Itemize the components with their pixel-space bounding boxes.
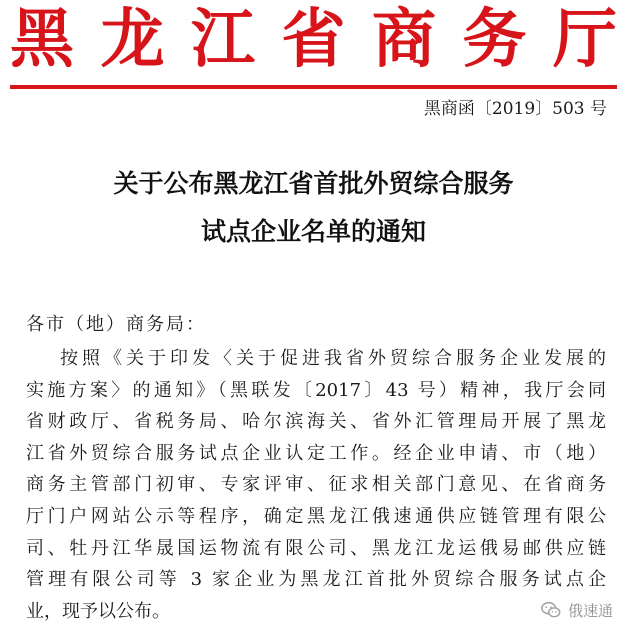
watermark xyxy=(540,599,613,621)
letterhead-char: 黑 xyxy=(10,3,74,77)
body-line: 厅门户网站公示等程序，确定黑龙江俄速通供应链管理有限公 xyxy=(26,505,606,527)
watermark-text: 俄速通 xyxy=(567,601,613,620)
letterhead-char: 务 xyxy=(462,3,527,77)
body-line: 司、牡丹江华晟国运物流有限公司、黑龙江龙运俄易邮供应链 xyxy=(26,537,606,559)
letterhead xyxy=(10,2,617,78)
document-title-line-1: 关于公布黑龙江省首批外贸综合服务 xyxy=(113,169,514,198)
letterhead-char: 龙 xyxy=(100,3,165,77)
document-number: 黑商函〔2019〕503 号 xyxy=(423,99,607,119)
letterhead-char: 省 xyxy=(281,3,346,77)
body-line: 实施方案〉的通知》（黑联发〔2017〕43 号）精神，我厅会同 xyxy=(26,379,606,401)
letterhead-char: 江 xyxy=(191,3,255,77)
body-line: 江省外贸综合服务试点企业认定工作。经企业申请、市（地） xyxy=(26,442,606,464)
body-paragraph xyxy=(26,343,606,627)
salutation: 各市（地）商务局： xyxy=(26,314,206,335)
letterhead-char: 厅 xyxy=(553,3,617,77)
body-line: 管理有限公司等 3 家企业为黑龙江首批外贸综合服务试点企 xyxy=(26,569,606,591)
body-line: 按照《关于印发〈关于促进我省外贸综合服务企业发展的 xyxy=(60,348,606,369)
body-line: 业，现予以公布。 xyxy=(26,600,170,622)
document-title-line-2: 试点企业名单的通知 xyxy=(200,217,426,246)
red-divider xyxy=(10,85,617,89)
letterhead-char: 商 xyxy=(372,3,436,77)
wechat-icon xyxy=(540,599,562,621)
body-line: 省财政厅、省税务局、哈尔滨海关、省外汇管理局开展了黑龙 xyxy=(26,411,606,433)
body-line: 商务主管部门初审、专家评审、征求相关部门意见、在省商务 xyxy=(26,474,606,496)
